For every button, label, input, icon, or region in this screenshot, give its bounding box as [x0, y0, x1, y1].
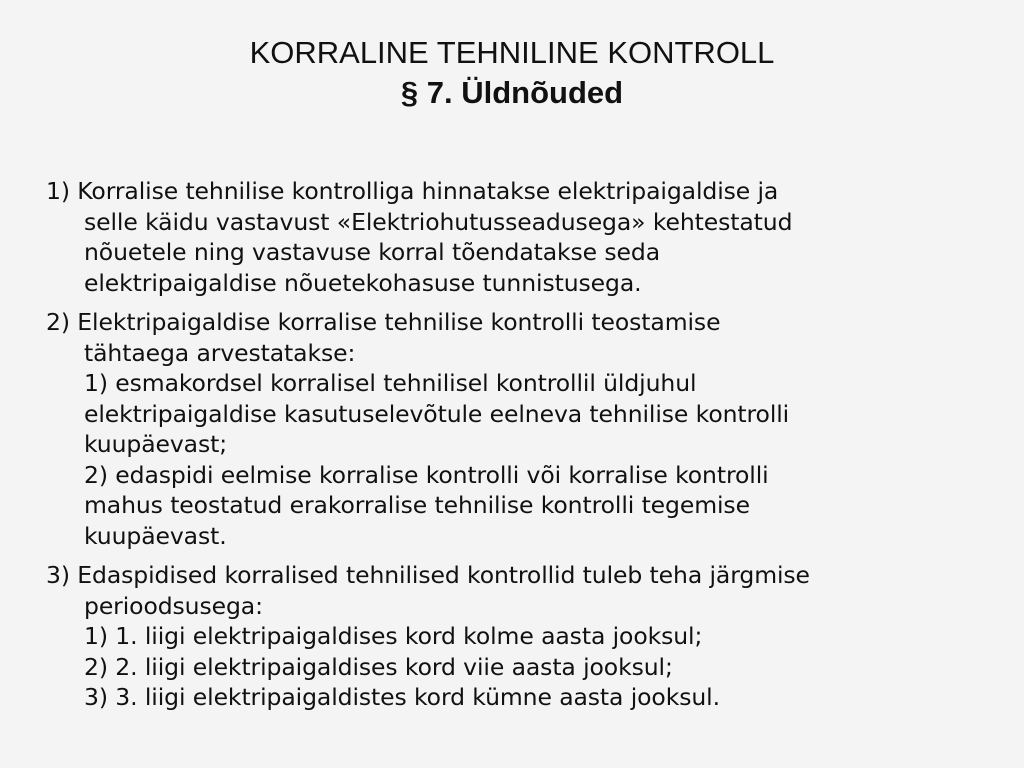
paragraph-1-line-2: selle käidu vastavust «Elektriohutusseadusega» kehtestatud: [84, 207, 793, 236]
paragraph-2: [46, 307, 996, 551]
paragraph-1-line-1: 1) Korralise tehnilise kontrolliga hinnatakse elektripaigaldise ja: [46, 177, 779, 205]
paragraph-2-line-6: 2) edaspidi eelmise korralise kontrolli või korralise kontrolli: [84, 460, 769, 489]
title-block: [0, 33, 1024, 113]
slide-title: KORRALINE TEHNILINE KONTROLL: [249, 35, 775, 70]
paragraph-2-line-5: kuupäevast;: [84, 430, 228, 458]
paragraph-2-line-7: mahus teostatud erakorralise tehnilise kontrolli tegemise: [84, 491, 750, 519]
paragraph-2-line-2: tähtaega arvestatakse:: [84, 338, 356, 367]
paragraph-1-line-4: elektripaigaldise nõuetekohasuse tunnistusega.: [84, 268, 642, 297]
paragraph-2-line-1: 2) Elektripaigaldise korralise tehnilise kontrolli teostamise: [46, 308, 721, 336]
paragraph-2-line-3: 1) esmakordsel korralisel tehnilisel kontrollil üldjuhul: [84, 369, 697, 397]
paragraph-3: [46, 560, 996, 713]
paragraph-3-line-1: 3) Edaspidised korralised tehnilised kontrollid tuleb teha järgmise: [46, 561, 810, 589]
paragraph-3-line-3: 1) 1. liigi elektripaigaldises kord kolme aasta jooksul;: [84, 622, 703, 650]
slide-subtitle: § 7. Üldnõuded: [400, 75, 624, 110]
paragraph-3-line-2: perioodsusega:: [84, 591, 263, 620]
paragraph-2-line-8: kuupäevast.: [84, 521, 227, 550]
paragraph-1-line-3: nõuetele ning vastavuse korral tõendatakse seda: [84, 238, 661, 266]
paragraph-3-line-5: 3) 3. liigi elektripaigaldistes kord kümne aasta jooksul.: [84, 683, 720, 711]
paragraph-1: [46, 176, 996, 298]
paragraph-3-line-4: 2) 2. liigi elektripaigaldises kord viie aasta jooksul;: [84, 652, 673, 681]
body-text: [46, 176, 996, 722]
paragraph-2-line-4: elektripaigaldise kasutuselevõtule eelneva tehnilise kontrolli: [84, 399, 790, 428]
